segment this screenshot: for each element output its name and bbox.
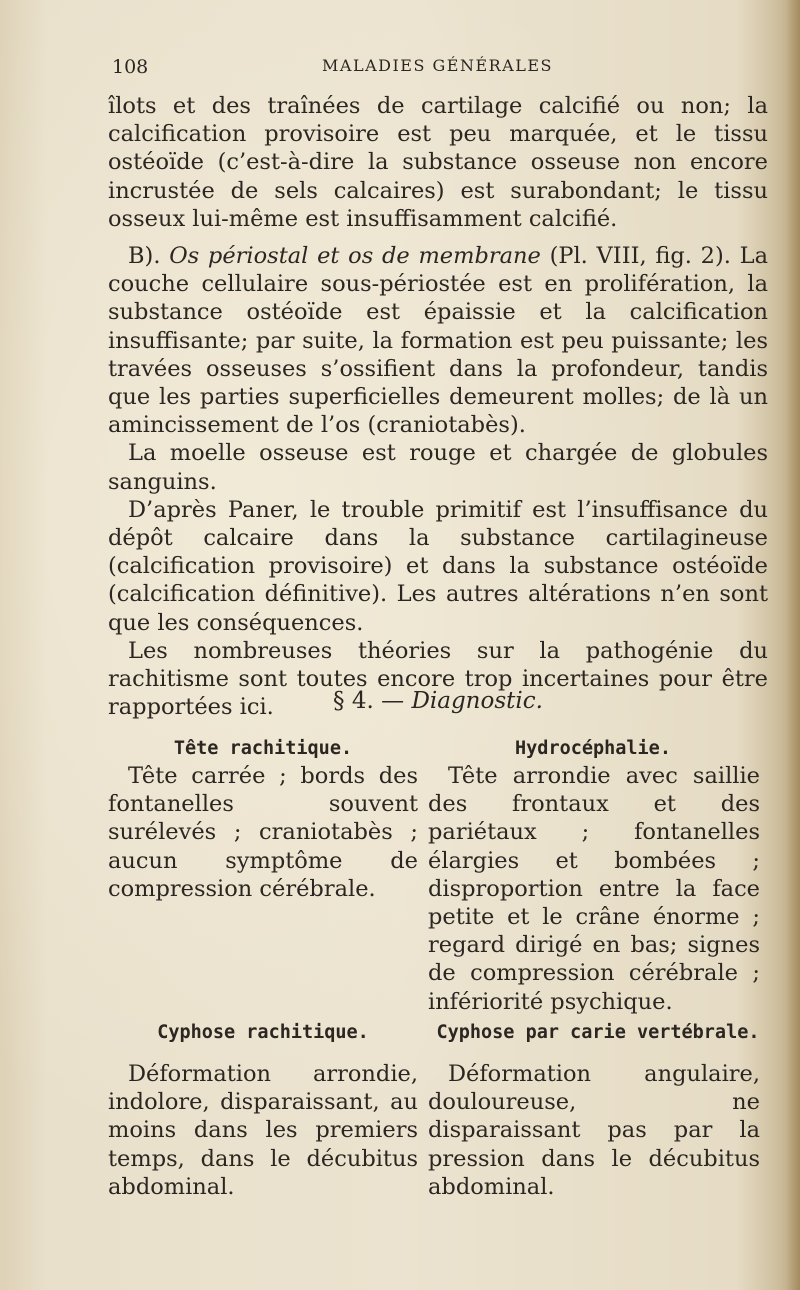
paragraph-2-lead: B). xyxy=(128,243,170,270)
left-column-text-2 xyxy=(108,1060,418,1201)
paragraph-2 xyxy=(108,242,768,439)
paragraph-3: La moelle osseuse est rouge et chargée de globules sanguins. xyxy=(108,440,768,495)
right-text-1: Tête arrondie avec saillie des frontaux et des pariétaux ; fontanelles élargies et bombées ; disproportion entre la face petite et le crâne énorme ; regard dirigé en bas; signes de compression cérébrale ; infériorité psychique. xyxy=(428,763,760,1015)
paragraph-5: Les nombreuses théories sur la pathogénie du rachitisme sont toutes encore trop incertaines pour être rapportées ici. xyxy=(108,637,768,721)
paragraph-1: îlots et des traînées de cartilage calcifié ou non; la calcification provisoire est peu marquée, et le tissu ostéoïde (c’est-à-dire la substance osseuse non encore incrustée de sels calcaires) est surabondant; le tissu osseux lui-même est insuffisamment calcifié. xyxy=(108,93,768,232)
right-column-text-2 xyxy=(428,1060,760,1201)
right-column-text-1 xyxy=(428,762,760,1016)
left-text-1: Tête carrée ; bords des fontanelles souvent surélevés ; craniotabès ; aucun symptôme de compression cérébrale. xyxy=(108,763,418,902)
left-text-2: Déformation arrondie, indolore, disparaissant, au moins dans les premiers temps, dans le décubitus abdominal. xyxy=(108,1061,418,1200)
paragraph-2-rest: (Pl. VIII, fig. 2). La couche cellulaire sous-périostée est en prolifération, la substance ostéoïde est épaissie et la calcification insuffisante; par suite, la formation est peu puissante; les travées osseuses s’ossifient dans la profondeur, tandis que les parties superficielles demeurent molles; de là un amincissement de l’os (craniotabès). xyxy=(108,243,768,439)
body-text xyxy=(108,92,768,721)
left-column-heading-2: Cyphose rachitique. xyxy=(157,1022,369,1043)
paragraph-2-italic: Os périostal et os de membrane xyxy=(169,243,541,270)
right-column-heading-2: Cyphose par carie vertébrale. xyxy=(436,1022,760,1043)
page-number: 108 xyxy=(112,56,149,78)
left-column-text-1 xyxy=(108,762,418,903)
paragraph-4: D’après Paner, le trouble primitif est l’insuffisance du dépôt calcaire dans la substance cartilagineuse (calcification provisoire) et dans la substance ostéoïde (calcification définitive). Les autres altérations n’en sont que les conséquences. xyxy=(108,496,768,636)
right-text-2: Déformation angulaire, douloureuse, ne disparaissant pas par la pression dans le décubitus abdominal. xyxy=(428,1061,760,1200)
page-edge xyxy=(786,0,800,1290)
section-title: Diagnostic. xyxy=(411,688,543,714)
running-head xyxy=(112,56,752,84)
left-column-heading-1: Tête rachitique. xyxy=(173,738,353,759)
right-column-heading-1: Hydrocéphalie. xyxy=(515,738,671,759)
running-title: MALADIES GÉNÉRALES xyxy=(322,56,553,75)
section-heading xyxy=(108,688,768,714)
section-number: § 4. — xyxy=(333,688,412,714)
